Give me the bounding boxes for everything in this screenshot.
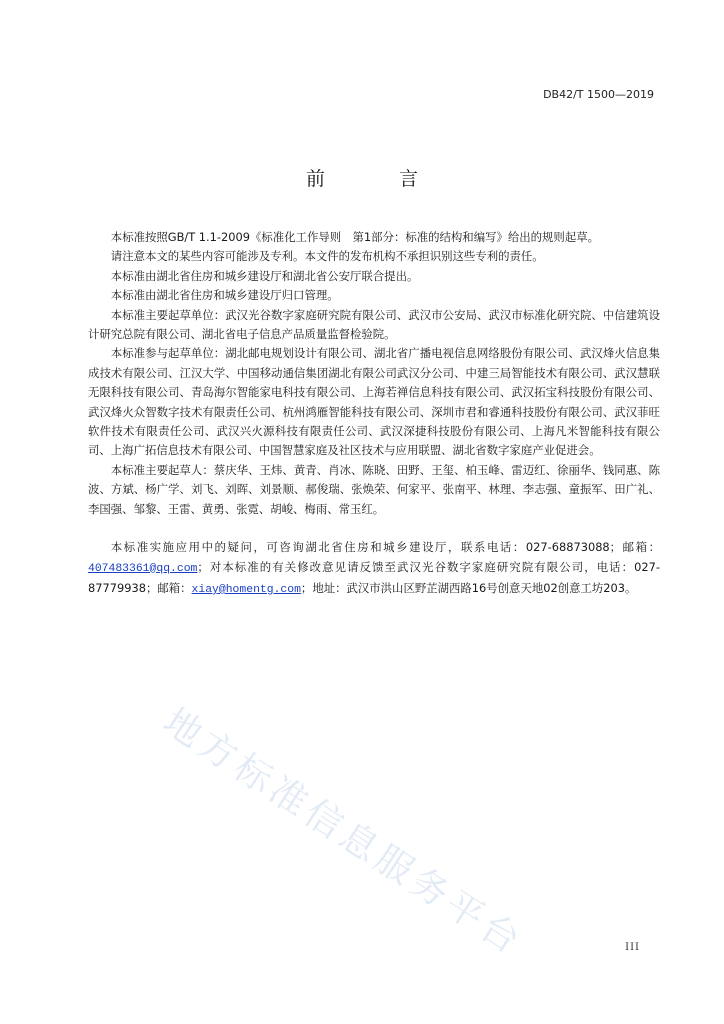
foreword-body bbox=[88, 228, 660, 600]
standard-code: DB42/T 1500—2019 bbox=[543, 88, 654, 101]
paragraph-administered-by: 本标准由湖北省住房和城乡建设厅归口管理。 bbox=[110, 288, 339, 303]
watermark: 地方标准信息服务平台 bbox=[155, 699, 532, 965]
paragraph-main-drafting-units: 本标准主要起草单位：武汉光谷数字家庭研究院有限公司、武汉市公安局、武汉市标准化研究院、中信建筑设计研究总院有限公司、湖北省电子信息产品质量监督检验院。 bbox=[88, 307, 660, 342]
paragraph-main-drafters: 本标准主要起草人：蔡庆华、王炜、黄青、肖冰、陈晓、田野、王玺、柏玉峰、雷迈红、徐丽华、钱同惠、陈波、方斌、杨广学、刘飞、刘晖、刘景顺、郝俊瑞、张焕荣、何家平、张南平、林理、李志强、童振军、田广礼、李国强、邹黎、王雷、黄勇、张霓、胡峻、梅雨、常玉红。 bbox=[88, 462, 660, 516]
paragraph-patent-notice: 请注意本文的某些内容可能涉及专利。本文件的发布机构不承担识别这些专利的责任。 bbox=[110, 249, 544, 264]
email-link-2[interactable]: xiay@homentg.com bbox=[191, 583, 301, 596]
paragraph-contact bbox=[88, 538, 660, 600]
contact-address: ；地址：武汉市洪山区野芷湖西路16号创意天地02创意工坊203。 bbox=[300, 580, 637, 595]
paragraph-proposed-by: 本标准由湖北省住房和城乡建设厅和湖北省公安厅联合提出。 bbox=[110, 268, 419, 283]
paragraph-participating-units: 本标准参与起草单位：湖北邮电规划设计有限公司、湖北省广播电视信息网络股份有限公司、武汉烽火信息集成技术有限公司、江汉大学、中国移动通信集团湖北有限公司武汉分公司、中建三局智能技术有限公司、武汉慧联无限科技有限公司、青岛海尔智能家电科技有限公司、上海若禅信息科技有限公司、武汉拓宝科技股份有限公司、武汉烽火众智数字技术有限责任公司、杭州鸿雁智能科技有限公司、深圳市君和睿通科技股份有限公司、武汉菲旺软件技术有限责任公司、武汉兴火源科技有限责任公司、武汉深捷科技股份有限公司、上海凡米智能科技有限公司、上海广拓信息技术有限公司、中国智慧家庭及社区技术与应用联盟、湖北省数字家庭产业促进会。 bbox=[88, 346, 660, 458]
page-number: III bbox=[625, 942, 640, 953]
contact-mid: ；对本标准的有关修改意见请反馈至武汉光谷数字家庭研究院有限公司，电话：027-87779938；邮箱： bbox=[88, 559, 660, 595]
contact-intro: 本标准实施应用中的疑问，可咨询湖北省住房和城乡建设厅，联系电话：027-68873088；邮箱： bbox=[110, 540, 660, 555]
paragraph-drafting-rules: 本标准按照GB/T 1.1-2009《标准化工作导则 第1部分：标准的结构和编写》给出的规则起草。 bbox=[110, 230, 599, 244]
page-title: 前 言 bbox=[305, 168, 453, 190]
email-link-1[interactable]: 407483361@qq.com bbox=[88, 562, 198, 575]
